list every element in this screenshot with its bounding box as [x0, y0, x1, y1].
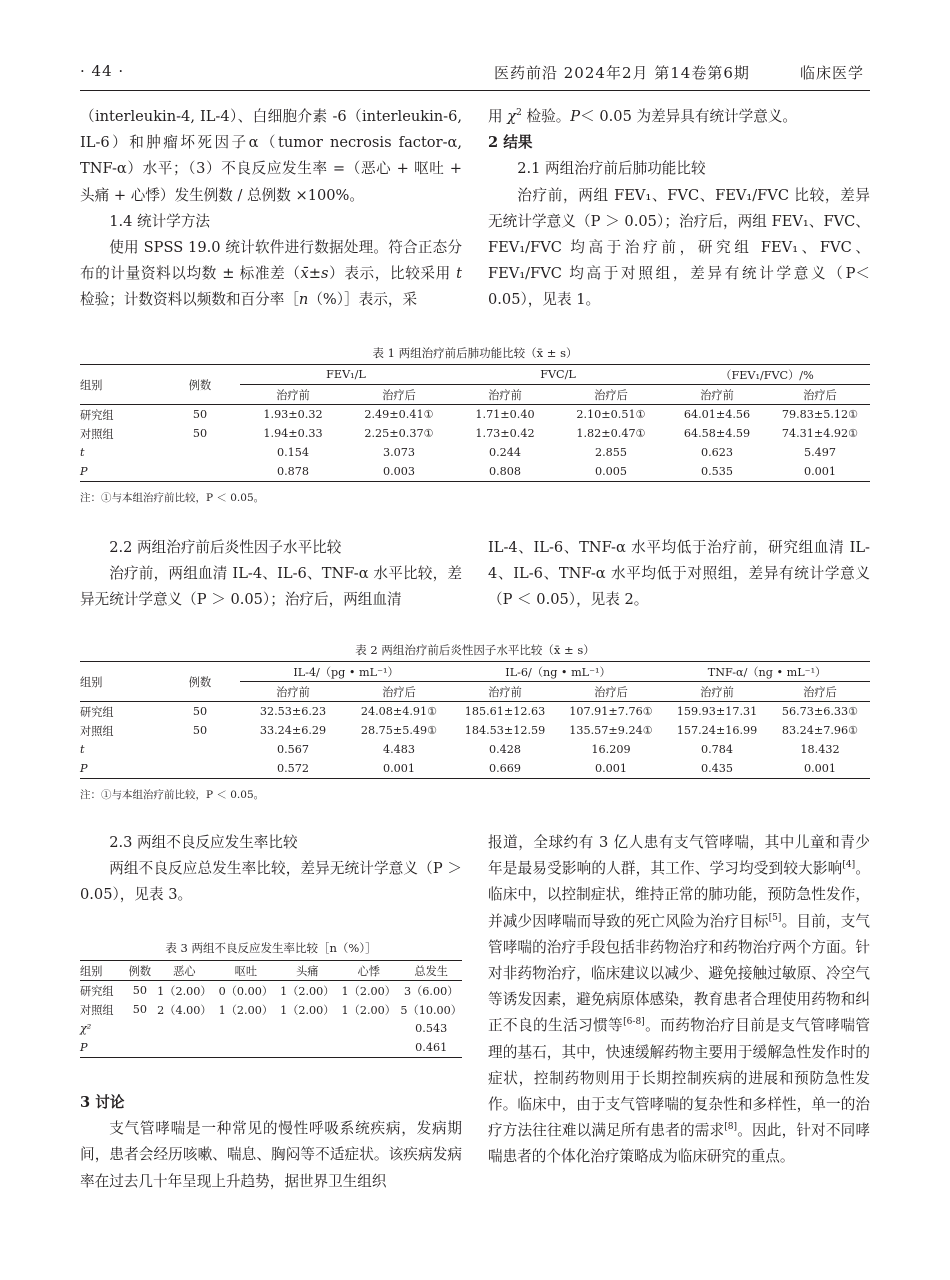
ref-4: [4]	[842, 860, 856, 871]
table-cell: 0（0.00）	[218, 984, 274, 998]
table-row	[80, 462, 870, 482]
table-cell: 0.567	[276, 743, 310, 756]
t-symbol: t	[456, 265, 462, 283]
right-column-3	[488, 830, 870, 1171]
paragraph-inflammation-a: 治疗前，两组血清 IL-4、IL-6、TNF-α 水平比较，差异无统计学意义（P ＞ 0.05）；治疗后，两组血清	[80, 565, 462, 609]
paragraph-adverse: 两组不良反应总发生率比较，差异无统计学意义（P ＞ 0.05），见表 3。	[80, 860, 462, 904]
chi-symbol: χ	[507, 108, 517, 125]
table-cell: P	[80, 1038, 125, 1058]
left-column-top	[80, 104, 462, 314]
t2-sub-before: 治疗前	[664, 682, 770, 702]
table-cell: 2.49±0.41①	[364, 408, 434, 421]
table-cell: 0.461	[400, 1038, 462, 1058]
t3-header: 心悸	[337, 961, 400, 981]
table-cell: 1（2.00）	[218, 1003, 274, 1017]
table-cell: 0.543	[415, 1022, 448, 1035]
table-cell: 107.91±7.76①	[569, 705, 653, 718]
heading-3: 3 讨论	[80, 1094, 125, 1111]
heading-2-2: 2.2 两组治疗前后炎性因子水平比较	[109, 539, 342, 556]
table-cell: 0.001	[346, 759, 452, 779]
table-row	[80, 759, 870, 779]
t1-head-fvc: FVC/L	[452, 365, 664, 385]
table2-caption: 表 2 两组治疗前后炎性因子水平比较（x̄ ± s）	[355, 643, 595, 657]
table-cell: 对照组	[80, 724, 114, 738]
chi-text-c: ＜ 0.05 为差异具有统计学意义。	[580, 108, 798, 125]
table-cell: 56.73±6.33①	[781, 705, 859, 718]
table-row	[80, 740, 870, 759]
table-cell: 0.535	[664, 462, 770, 482]
stats-text-d: （%）］表示，采	[308, 291, 418, 309]
table-row	[80, 702, 870, 722]
table-cell: 3（6.00）	[403, 984, 459, 998]
table-cell: 0.669	[452, 759, 558, 779]
t1-sub-after: 治疗后	[558, 385, 664, 405]
table-cell: 1（2.00）	[341, 1003, 396, 1017]
table-cell: 50	[132, 1003, 147, 1016]
heading-2-1: 2.1 两组治疗前后肺功能比较	[517, 160, 706, 178]
table1-note: 注：①与本组治疗前比较，P ＜ 0.05。	[80, 492, 265, 504]
table-cell: 1.94±0.33	[263, 427, 323, 440]
table-cell: 83.24±7.96①	[781, 724, 859, 737]
table-cell: 32.53±6.23	[259, 705, 327, 718]
table-cell: 0.005	[558, 462, 664, 482]
table-cell: 0.572	[240, 759, 346, 779]
t3-header: 恶心	[155, 961, 215, 981]
table-cell: 1（2.00）	[280, 984, 335, 998]
table-row	[80, 721, 870, 740]
paragraph-lung-function: 治疗前，两组 FEV₁、FVC、FEV₁/FVC 比较，差异无统计学意义（P ＞ 0.05）；治疗后，两组 FEV₁、FVC、FEV₁/FVC 均高于治疗前，研究组 FEV₁、FVC、FEV₁/FVC 均高于对照组，差异有统计学意义（P＜0.05），见表 1。	[488, 186, 870, 309]
table-cell: P	[80, 759, 160, 779]
t1-sub-before: 治疗前	[240, 385, 346, 405]
table3-caption: 表 3 两组不良反应发生率比较［n（%）］	[165, 941, 377, 955]
table3	[80, 960, 462, 1058]
table-cell: 对照组	[80, 1003, 114, 1017]
table-cell: 0.244	[488, 446, 522, 459]
heading-2: 2 结果	[488, 134, 533, 152]
table-cell: 159.93±17.31	[676, 705, 758, 718]
table-cell: 1.71±0.40	[475, 408, 535, 421]
table-cell: 24.08±4.91①	[360, 705, 438, 718]
t3-header: 总发生	[400, 961, 462, 981]
t2-head-il4: IL-4/（pg • mL⁻¹）	[240, 662, 452, 682]
table-cell: 研究组	[80, 984, 114, 998]
chi-text-a: 用	[488, 108, 503, 125]
table-cell: 79.83±5.12①	[781, 408, 859, 421]
stats-text-b: ）表示，比较采用	[328, 265, 451, 283]
t3-header: 组别	[80, 961, 125, 981]
table-cell: 2.10±0.51①	[576, 408, 646, 421]
heading-1-4: 1.4 统计学方法	[109, 212, 211, 230]
table-cell: 135.57±9.24①	[569, 724, 653, 737]
table-cell: 50	[192, 427, 208, 440]
disc-text-c: 。目前，支气管哮喘的治疗手段包括非药物治疗和药物治疗两个方面。针对非药物治疗，临床建议以减少、避免接触过敏原、冷空气等诱发因素，避免病原体感染，教育患者合理使用药物和纠正不良的生活习惯等	[488, 912, 870, 1035]
table-row	[80, 1038, 462, 1058]
left-column-22	[80, 535, 462, 614]
table-cell: 研究组	[80, 408, 114, 422]
right-column-22	[488, 535, 870, 614]
table-cell: χ²	[80, 1022, 92, 1035]
header-rule	[80, 90, 870, 91]
table-row	[80, 405, 870, 425]
table-cell: 28.75±5.49①	[360, 724, 438, 737]
table-cell: t	[80, 743, 85, 756]
table2	[80, 661, 870, 779]
t1-head-n: 例数	[160, 365, 240, 405]
t1-sub-before: 治疗前	[452, 385, 558, 405]
disc-text-b: 。临床中，以控制症状，维持正常的肺功能，预防急性发作，并减少因哮喘而导致的死亡风险为治疗目标	[488, 860, 870, 930]
stats-text-c: 检验；计数资料以频数和百分率［	[80, 291, 299, 309]
table-cell: 0.808	[452, 462, 558, 482]
paragraph-discussion-a: 支气管哮喘是一种常见的慢性呼吸系统疾病，发病期间，患者会经历咳嗽、喘息、胸闷等不适症状。该疾病发病率在过去几十年呈现上升趋势，据世界卫生组织	[80, 1120, 462, 1190]
table-cell: 0.154	[276, 446, 310, 459]
table-cell	[277, 1038, 337, 1058]
table-cell: 50	[132, 984, 147, 997]
t2-sub-after: 治疗后	[346, 682, 452, 702]
table-cell: 2（4.00）	[157, 1003, 212, 1017]
t1-head-group: 组别	[80, 365, 160, 405]
table-cell: 50	[192, 705, 208, 718]
table-cell	[160, 759, 240, 779]
ref-8: [8]	[724, 1122, 738, 1133]
stats-text-a: 使用 SPSS 19.0 统计软件进行数据处理。符合正态分布的计量资料以均数 ± 标准差（	[80, 239, 462, 283]
chi-square-sup: 2	[516, 108, 522, 119]
table-cell	[214, 1038, 277, 1058]
table-cell: 185.61±12.63	[464, 705, 546, 718]
t2-head-n: 例数	[160, 662, 240, 702]
table-cell	[337, 1038, 400, 1058]
ref-6-8: [6-8]	[623, 1017, 645, 1028]
table-cell: 1（2.00）	[157, 984, 212, 998]
paragraph-inflammation-b: IL-4、IL-6、TNF-α 水平均低于治疗前，研究组血清 IL-4、IL-6、TNF-α 水平均低于对照组，差异有统计学意义（P ＜ 0.05），见表 2。	[488, 539, 870, 609]
table-cell: 0.001	[558, 759, 664, 779]
left-column-3	[80, 1090, 462, 1195]
table-cell: t	[80, 446, 85, 459]
table-cell: 0.435	[664, 759, 770, 779]
table-cell: 18.432	[800, 743, 840, 756]
table-row	[80, 443, 870, 462]
paragraph-stats	[80, 235, 462, 314]
table-cell: 0.001	[770, 759, 870, 779]
table-cell: 0.623	[700, 446, 734, 459]
disc-text-a: 报道，全球约有 3 亿人患有支气管哮喘，其中儿童和青少年是最易受影响的人群，其工作、学习均受到较大影响	[488, 834, 870, 878]
n-symbol: n	[298, 291, 309, 309]
chi-text-b: 检验。	[526, 108, 571, 125]
page-number: · 44 ·	[80, 62, 125, 80]
table-cell: 1（2.00）	[341, 984, 396, 998]
table-cell: 2.25±0.37①	[364, 427, 434, 440]
table-cell: 5.497	[803, 446, 837, 459]
table-cell: 184.53±12.59	[464, 724, 546, 737]
table-row	[80, 981, 462, 1001]
heading-2-3: 2.3 两组不良反应发生率比较	[109, 834, 298, 851]
table-cell: 0.428	[488, 743, 522, 756]
table1	[80, 364, 870, 482]
table-cell: 157.24±16.99	[676, 724, 758, 737]
table-row	[80, 424, 870, 443]
table-cell	[155, 1038, 215, 1058]
disc-text-e: 。因此，针对不同哮喘患者的个体化治疗策略成为临床研究的重点。	[488, 1122, 870, 1166]
t2-head-tnf: TNF-α/（ng • mL⁻¹）	[664, 662, 870, 682]
table-cell: 50	[192, 724, 208, 737]
t2-sub-after: 治疗后	[558, 682, 664, 702]
t2-sub-before: 治疗前	[240, 682, 346, 702]
table-cell	[337, 1019, 400, 1038]
p-symbol: P	[570, 108, 581, 125]
table-row	[80, 1000, 462, 1019]
t2-sub-before: 治疗前	[452, 682, 558, 702]
table2-note: 注：①与本组治疗前比较，P ＜ 0.05。	[80, 789, 265, 801]
left-column-23	[80, 830, 462, 909]
table-cell: 5（10.00）	[400, 1003, 462, 1017]
table-cell	[125, 1038, 154, 1058]
table-cell: 1（2.00）	[280, 1003, 335, 1017]
paragraph-chi	[488, 104, 870, 130]
t3-header: 呕吐	[214, 961, 277, 981]
t1-sub-before: 治疗前	[664, 385, 770, 405]
t1-head-ratio: （FEV₁/FVC）/%	[664, 365, 870, 385]
t2-sub-after: 治疗后	[770, 682, 870, 702]
disc-text-d: 。而药物治疗目前是支气管哮喘管理的基石，其中，快速缓解药物主要用于缓解急性发作时的症状，控制药物则用于长期控制疾病的进展和预防急性发作。临床中，由于支气管哮喘的复杂性和多样性，单一的治疗方法往往难以满足所有患者的需求	[488, 1017, 870, 1140]
table1-caption: 表 1 两组治疗前后肺功能比较（x̄ ± s）	[372, 346, 578, 360]
table-cell: 64.01±4.56	[683, 408, 751, 421]
table-cell	[214, 1019, 277, 1038]
table-cell: 1.93±0.32	[263, 408, 323, 421]
table-cell: 2.855	[594, 446, 628, 459]
table-cell: 1.82±0.47①	[576, 427, 646, 440]
right-column-top	[488, 104, 870, 314]
table-cell: P	[80, 462, 160, 482]
journal-info: 医药前沿 2024年2月 第14卷第6期	[494, 64, 750, 82]
table-cell	[160, 740, 240, 759]
table-cell: 0.003	[346, 462, 452, 482]
table-cell: 0.878	[240, 462, 346, 482]
table-cell: 4.483	[382, 743, 416, 756]
table-cell: 1.73±0.42	[475, 427, 535, 440]
t1-head-fev1: FEV₁/L	[240, 365, 452, 385]
table-cell: 对照组	[80, 427, 114, 441]
t3-header: 头痛	[277, 961, 337, 981]
table-cell: 3.073	[382, 446, 416, 459]
table-cell	[160, 443, 240, 462]
t2-head-group: 组别	[80, 662, 160, 702]
table-cell	[125, 1019, 154, 1038]
table-cell: 0.784	[700, 743, 734, 756]
paragraph-measures: （interleukin-4, IL-4）、白细胞介素 -6（interleukin-6, IL-6）和肿瘤坏死因子α（tumor necrosis factor-α, TNF-α）水平；（3）不良反应发生率 =（恶心 + 呕吐 + 头痛 + 心悸）发生例数 / 总例数 ×100%。	[80, 108, 462, 204]
section-label: 临床医学	[800, 64, 865, 82]
table-row	[80, 1019, 462, 1038]
table-cell: 16.209	[591, 743, 631, 756]
table-cell: 研究组	[80, 705, 114, 719]
table-cell: 0.001	[770, 462, 870, 482]
table-cell	[160, 462, 240, 482]
paragraph-discussion-b	[488, 830, 870, 1171]
t1-sub-after: 治疗后	[770, 385, 870, 405]
table-cell: 33.24±6.29	[259, 724, 327, 737]
t2-head-il6: IL-6/（ng • mL⁻¹）	[452, 662, 664, 682]
table-cell: 64.58±4.59	[683, 427, 751, 440]
t1-sub-after: 治疗后	[346, 385, 452, 405]
table-cell	[277, 1019, 337, 1038]
ref-5: [5]	[768, 912, 782, 923]
t3-header: 例数	[125, 961, 154, 981]
mean-sd-symbol: x̄±s	[300, 265, 329, 283]
table-cell: 74.31±4.92①	[781, 427, 859, 440]
table-cell	[155, 1019, 215, 1038]
table-cell: 50	[192, 408, 208, 421]
